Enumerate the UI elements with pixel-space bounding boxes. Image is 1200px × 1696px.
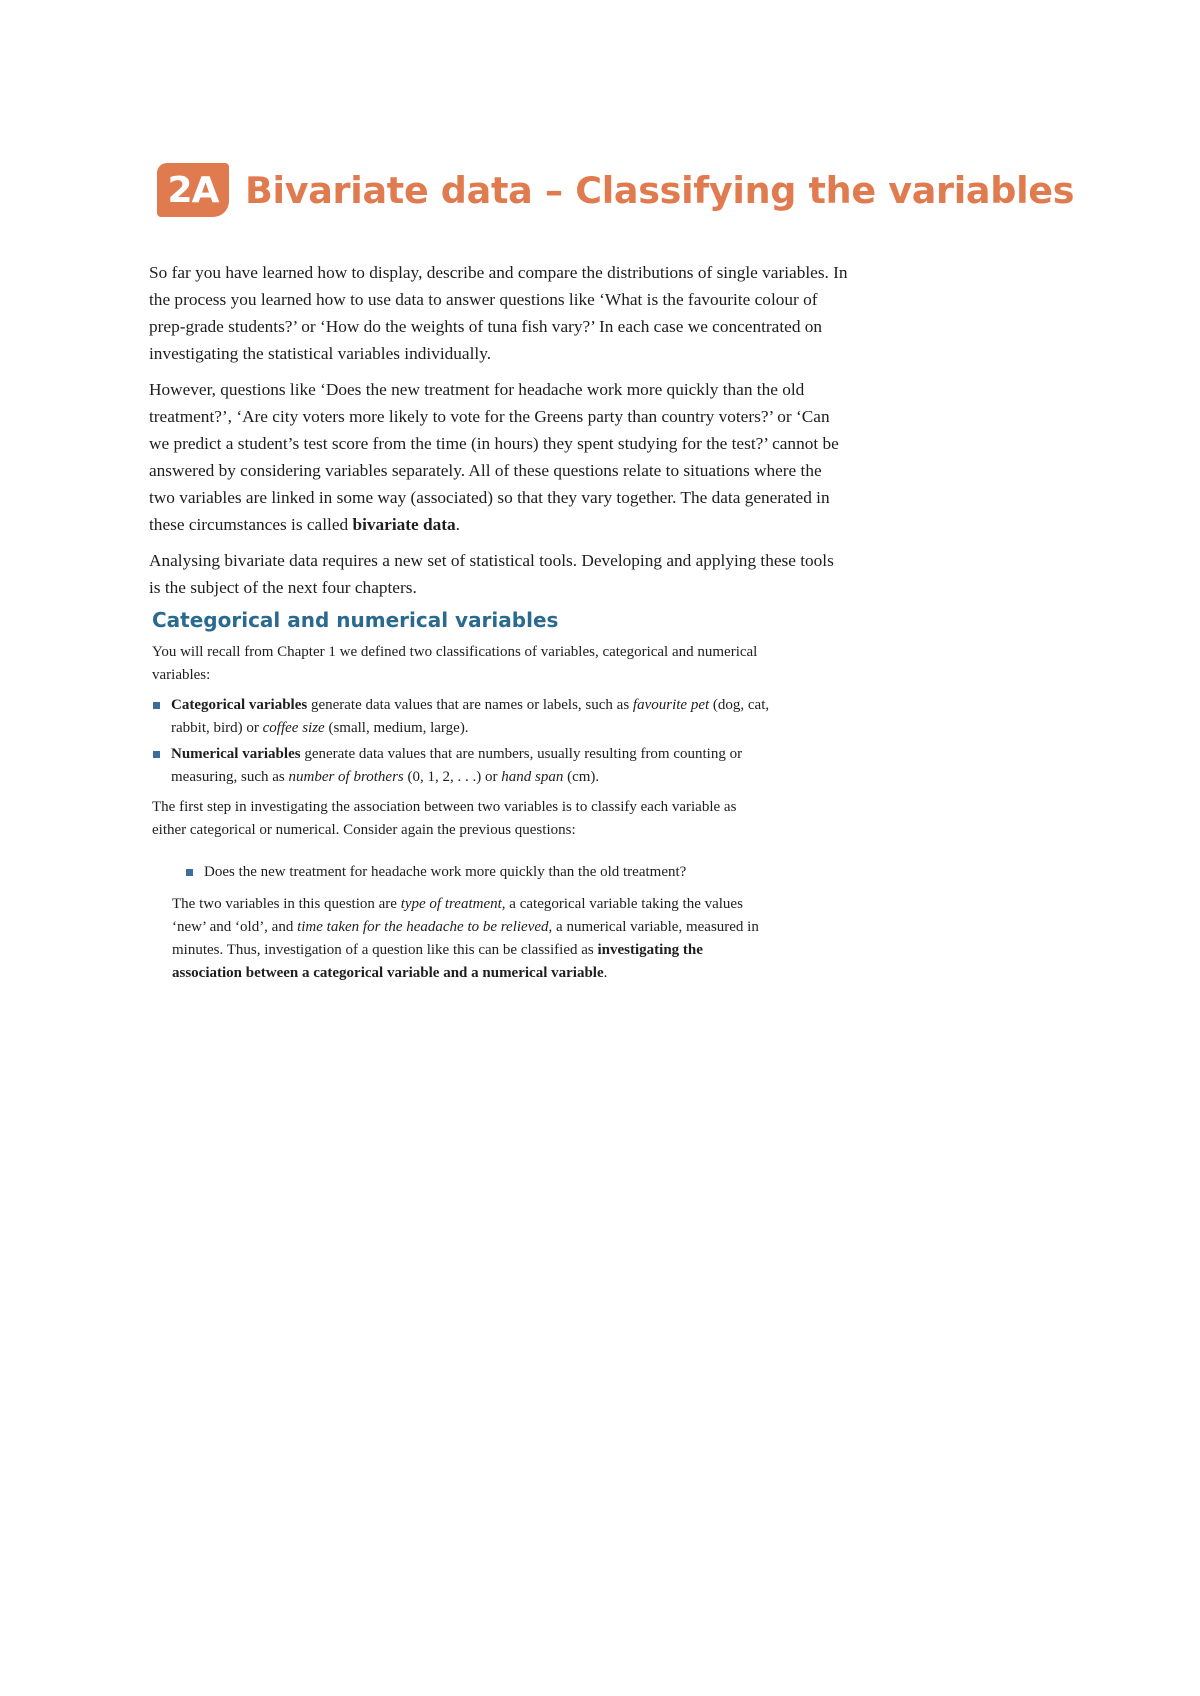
- intro-paragraph-3: Analysing bivariate data requires a new set of statistical tools. Developing and applying these tools is the subject of the next four chapters.: [149, 551, 834, 597]
- square-bullet-icon: [153, 702, 160, 709]
- list-item-categorical: Categorical variables generate data values that are names or labels, such as favourite pet (dog, cat, rabbit, bird) or coffee size (small, medium, large).: [152, 694, 792, 740]
- first-step-paragraph: The first step in investigating the association between two variables is to classify each variable as either categorical or numerical. Consider again the previous questions:: [152, 799, 737, 838]
- section-header: [157, 163, 1074, 217]
- bivariate-data-term: bivariate data: [352, 515, 456, 534]
- list-item-numerical: Numerical variables generate data values that are numbers, usually resulting from counting or measuring, such as number of brothers (0, 1, 2, . . .) or hand span (cm).: [152, 743, 792, 789]
- section-heading: Categorical and numerical variables: [152, 608, 559, 632]
- analysis-paragraph: The two variables in this question are type of treatment, a categorical variable taking the values ‘new’ and ‘old’, and time taken for the headache to be relieved, a numerical variable, measured in minutes. Thus, investigation of a question like this can be classified as investigating the association between a categorical variable and a numerical variable.: [172, 896, 759, 981]
- variable-types-list: [152, 694, 792, 792]
- square-bullet-icon: [153, 751, 160, 758]
- section-intro: You will recall from Chapter 1 we defined two classifications of variables, categorical and numerical variables:: [152, 644, 758, 683]
- square-bullet-icon: [186, 869, 193, 876]
- intro-paragraph-1: So far you have learned how to display, describe and compare the distributions of single variables. In the process you learned how to use data to answer questions like ‘What is the favourite colour of prep-grade students?’ or ‘How do the weights of tuna fish vary?’ In each case we concentrated on investigating the statistical variables individually.: [149, 263, 848, 363]
- intro-text: [149, 259, 849, 610]
- intro-paragraph-2: However, questions like ‘Does the new treatment for headache work more quickly than the old treatment?’, ‘Are city voters more likely to vote for the Greens party than country voters?’ or ‘Can we predict a student’s test score from the time (in hours) they spent studying for the test?’ cannot be answered by considering variables separately. All of these questions relate to situations where the two variables are linked in some way (associated) so that they vary together. The data generated in these circumstances is called bivariate data.: [149, 380, 839, 534]
- section-badge: 2A: [157, 163, 229, 217]
- question-item: Does the new treatment for headache work more quickly than the old treatment?: [186, 861, 686, 884]
- page-title: Bivariate data – Classifying the variables: [245, 168, 1075, 212]
